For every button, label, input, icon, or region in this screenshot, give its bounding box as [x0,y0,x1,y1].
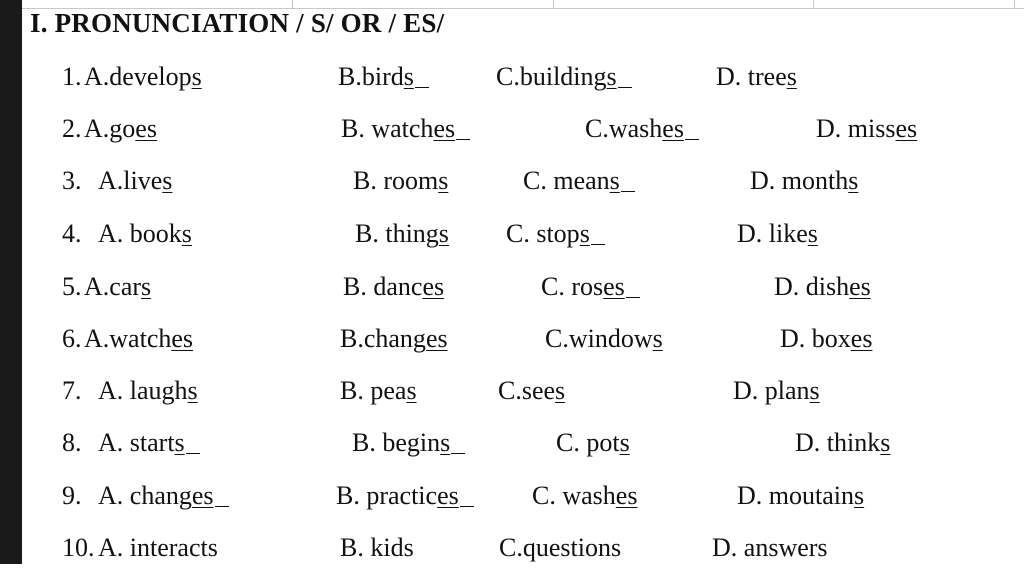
option-a [98,166,172,196]
word-stem: pea [370,376,407,405]
underlined-ending: es [662,114,684,143]
underline-trail [621,190,635,192]
word-stem: danc [373,272,423,301]
underlined-ending: s [606,62,617,91]
word-stem: questions [522,533,622,562]
word-stem: like [768,219,808,248]
option-letter: C. [498,376,522,405]
option-c [532,481,637,511]
word-stem: wash [608,114,663,143]
word-stem: ros [571,272,604,301]
option-letter: C. [541,272,572,301]
underlined-ending: es [422,272,445,301]
word-stem: mean [553,166,610,195]
underline-trail [415,86,429,88]
option-letter: C. [499,533,523,562]
underlined-ending: s [438,166,449,195]
option-c [499,533,621,563]
question-number: 9. [62,481,82,510]
option-letter: A. [98,533,130,562]
option-letter: C. [545,324,569,353]
option-a [84,324,193,354]
question-number: 7. [62,376,82,405]
option-a [98,533,218,563]
option-letter: A. [84,62,110,91]
word-stem: car [109,272,142,301]
word-stem: building [519,62,607,91]
underlined-ending: es [895,114,918,143]
option-letter: A. [98,428,130,457]
word-stem: go [109,114,136,143]
option-d [733,376,820,406]
option-letter: A. [84,272,110,301]
option-letter: B. [340,533,371,562]
word-stem: practic [366,481,438,510]
underlined-ending: s [181,219,192,248]
underlined-ending: s [438,219,449,248]
word-stem: tree [747,62,787,91]
option-b [341,114,470,144]
option-b [352,428,465,458]
underlined-ending: s [848,166,859,195]
option-letter: D. [733,376,765,405]
word-stem: room [383,166,439,195]
option-letter: B. [355,219,386,248]
option-letter: A. [84,324,110,353]
underlined-ending: es [849,272,871,301]
word-stem: bird [361,62,404,91]
option-c [498,376,565,406]
underlined-ending: s [786,62,797,91]
underline-trail [451,452,465,454]
word-stem: moutain [768,481,854,510]
option-letter: B. [340,324,364,353]
option-letter: D. [816,114,848,143]
question-number: 1. [62,62,82,91]
option-letter: B. [353,166,384,195]
option-b [338,62,429,92]
option-d [712,533,828,563]
underlined-ending: s [406,376,417,405]
underlined-ending: s [141,272,152,301]
question-row [0,481,1024,521]
option-a [98,376,198,406]
underlined-ending: s [555,376,566,405]
underlined-ending: s [191,62,202,91]
question-row [0,219,1024,259]
word-stem: start [129,428,175,457]
option-d [816,114,917,144]
question-row [0,533,1024,573]
underline-trail [460,505,474,507]
underlined-ending: es [437,481,459,510]
question-number: 5. [62,272,82,301]
word-stem: stop [536,219,580,248]
option-b [353,166,448,196]
option-letter: C. [532,481,563,510]
option-letter: B. [338,62,362,91]
underlined-ending: s [807,219,818,248]
underlined-ending: s [619,428,630,457]
option-c [545,324,663,354]
word-stem: wash [562,481,616,510]
underlined-ending: s [174,428,185,457]
underline-trail [618,86,632,88]
option-letter: B. [340,376,371,405]
word-stem: interacts [129,533,218,562]
word-stem: window [568,324,653,353]
option-letter: C. [585,114,609,143]
option-d [716,62,797,92]
option-b [340,324,448,354]
option-a [98,481,229,511]
underlined-ending: s [880,428,891,457]
underline-trail [456,138,470,140]
option-a [84,62,202,92]
option-letter: A. [98,376,130,405]
option-d [780,324,872,354]
option-d [737,219,818,249]
question-row [0,428,1024,468]
option-letter: A. [84,114,110,143]
option-letter: C. [506,219,537,248]
question-row [0,376,1024,416]
word-stem: book [129,219,182,248]
option-d [737,481,864,511]
option-c [496,62,632,92]
underlined-ending: es [191,481,214,510]
word-stem: plan [764,376,810,405]
question-number: 6. [62,324,82,353]
underlined-ending: s [162,166,173,195]
word-stem: live [123,166,163,195]
word-stem: watch [371,114,434,143]
underlined-ending: s [652,324,663,353]
table-divider [813,0,814,8]
option-b [340,533,414,563]
underlined-ending: s [854,481,865,510]
word-stem: chang [129,481,192,510]
question-row [0,114,1024,154]
option-letter: C. [523,166,554,195]
option-d [750,166,858,196]
option-c [556,428,630,458]
underlined-ending: s [809,376,820,405]
option-letter: B. [336,481,367,510]
option-letter: B. [352,428,383,457]
underlined-ending: es [603,272,625,301]
table-divider [292,0,293,8]
section-heading: I. PRONUNCIATION / S/ OR / ES/ [30,8,445,38]
underlined-ending: es [171,324,194,353]
word-stem: watch [109,324,172,353]
question-number: 8. [62,428,82,457]
underlined-ending: s [440,428,451,457]
word-stem: miss [847,114,896,143]
option-d [774,272,871,302]
underlined-ending: es [425,324,448,353]
word-stem: begin [382,428,441,457]
word-stem: pot [586,428,620,457]
option-a [98,428,200,458]
underline-trail [186,452,200,454]
option-letter: D. [712,533,744,562]
option-letter: A. [98,481,130,510]
question-row [0,166,1024,206]
question-row [0,62,1024,102]
word-stem: box [811,324,851,353]
option-letter: A. [98,219,130,248]
underlined-ending: es [615,481,638,510]
option-letter: C. [556,428,587,457]
option-letter: B. [341,114,372,143]
underline-trail [626,296,640,298]
option-b [336,481,474,511]
underline-trail [591,243,605,245]
option-letter: D. [780,324,812,353]
option-letter: D. [737,219,769,248]
option-b [343,272,444,302]
word-stem: develop [109,62,192,91]
underlined-ending: es [135,114,157,143]
table-divider [553,0,554,8]
option-letter: D. [716,62,748,91]
question-number: 4. [62,219,82,248]
underlined-ending: s [609,166,620,195]
option-c [541,272,640,302]
word-stem: month [781,166,849,195]
option-letter: D. [737,481,769,510]
option-b [355,219,449,249]
word-stem: kids [370,533,414,562]
word-stem: think [826,428,881,457]
table-divider [1014,0,1015,8]
option-c [506,219,605,249]
option-d [795,428,890,458]
option-letter: C. [496,62,520,91]
word-stem: answers [743,533,828,562]
question-number: 2. [62,114,82,143]
option-b [340,376,417,406]
option-a [84,272,151,302]
question-row [0,324,1024,364]
option-letter: D. [774,272,806,301]
option-a [98,219,192,249]
word-stem: see [521,376,556,405]
option-letter: B. [343,272,374,301]
option-letter: D. [750,166,782,195]
question-row [0,272,1024,312]
underlined-ending: s [579,219,590,248]
underlined-ending: es [433,114,456,143]
word-stem: chang [363,324,426,353]
word-stem: thing [385,219,439,248]
underlined-ending: es [850,324,873,353]
question-number: 10. [62,533,95,562]
underlined-ending: s [187,376,198,405]
option-a [84,114,157,144]
option-letter: D. [795,428,827,457]
underline-trail [215,505,229,507]
underlined-ending: s [403,62,414,91]
question-number: 3. [62,166,82,195]
option-letter: A. [98,166,124,195]
word-stem: laugh [129,376,188,405]
option-c [585,114,699,144]
underline-trail [685,138,699,140]
option-c [523,166,635,196]
word-stem: dish [805,272,850,301]
